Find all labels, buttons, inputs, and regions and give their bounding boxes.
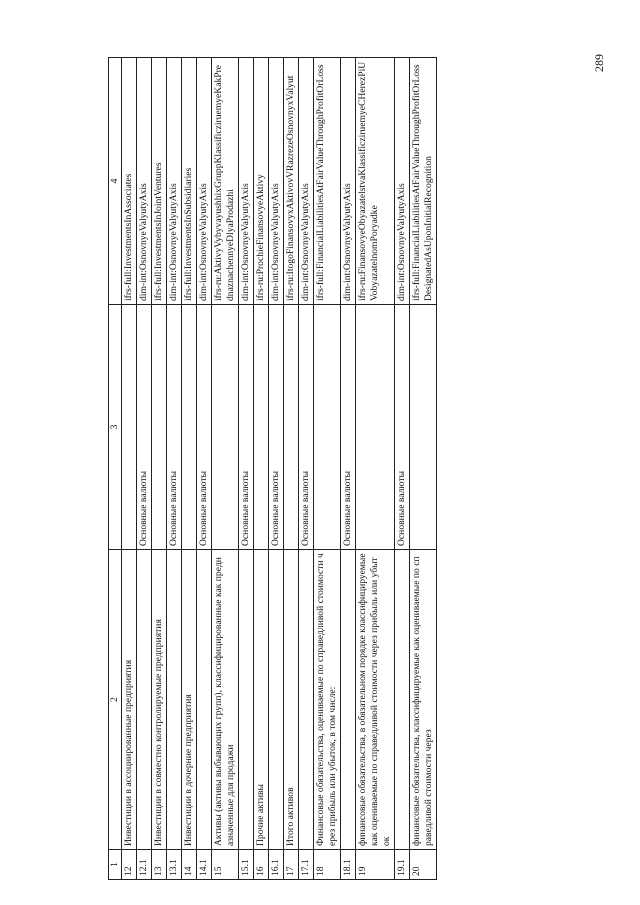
row-name-cell <box>395 550 410 850</box>
header-cell-1: 1 <box>109 850 122 880</box>
row-name-cell <box>197 550 212 850</box>
table-row <box>167 58 182 880</box>
row-element-cell: dim-int:OsnovnyeValyutyAxis <box>299 58 314 305</box>
row-number-cell: 17.1 <box>299 850 314 880</box>
table-body <box>109 58 437 880</box>
row-name-cell <box>341 550 356 850</box>
row-number-cell: 19.1 <box>395 850 410 880</box>
row-axis-cell <box>314 305 341 550</box>
row-axis-cell: Основные валюты <box>341 305 356 550</box>
row-element-cell: dim-int:OsnovnyeValyutyAxis <box>197 58 212 305</box>
row-axis-cell: Основные валюты <box>167 305 182 550</box>
row-axis-cell: Основные валюты <box>137 305 152 550</box>
row-axis-cell <box>284 305 299 550</box>
table-row <box>284 58 299 880</box>
table-row <box>182 58 197 880</box>
header-cell-4: 4 <box>109 58 122 305</box>
row-element-cell: dim-int:OsnovnyeValyutyAxis <box>137 58 152 305</box>
row-element-cell: ifrs-ru:ItogoFinansovyxAktivovVRazrezeOsnovnyxValyut <box>284 58 299 305</box>
row-number-cell: 15.1 <box>239 850 254 880</box>
row-number-cell: 12.1 <box>137 850 152 880</box>
row-name-cell: Инвестиции в дочерние предприятия <box>182 550 197 850</box>
row-element-cell: dim-int:OsnovnyeValyutyAxis <box>239 58 254 305</box>
row-number-cell: 19 <box>356 850 395 880</box>
table-row <box>395 58 410 880</box>
row-number-cell: 13 <box>152 850 167 880</box>
row-element-cell: dim-int:OsnovnyeValyutyAxis <box>269 58 284 305</box>
table-row <box>341 58 356 880</box>
row-number-cell: 16.1 <box>269 850 284 880</box>
row-axis-cell <box>182 305 197 550</box>
row-number-cell: 17 <box>284 850 299 880</box>
row-number-cell: 18.1 <box>341 850 356 880</box>
row-name-cell <box>167 550 182 850</box>
row-element-cell: ifrs-full:InvestmentsInJointVentures <box>152 58 167 305</box>
table-row <box>314 58 341 880</box>
row-name-cell: Финансовые обязательства, оцениваемые по справедливой стоимости через прибыль или убыток, в том числе: <box>314 550 341 850</box>
table-row <box>152 58 167 880</box>
row-number-cell: 16 <box>254 850 269 880</box>
row-axis-cell <box>356 305 395 550</box>
row-name-cell: Активы (активы выбывающих групп), классифицированные как предназначенные для продажи <box>212 550 239 850</box>
table-row <box>410 58 437 880</box>
row-element-cell: ifrs-ru:FinansovyeObyazatelstvaKlassificziruemyeCHerezPiUVobyazatelnomPoryadke <box>356 58 395 305</box>
row-name-cell <box>137 550 152 850</box>
header-cell-3: 3 <box>109 305 122 550</box>
row-name-cell <box>269 550 284 850</box>
row-axis-cell: Основные валюты <box>269 305 284 550</box>
table-row <box>254 58 269 880</box>
row-element-cell: dim-int:OsnovnyeValyutyAxis <box>395 58 410 305</box>
row-element-cell: ifrs-full:InvestmentsInSubsidiaries <box>182 58 197 305</box>
row-element-cell: ifrs-full:FinancialLiabilitiesAtFairValueThroughProfitOrLossDesignatedAsUponInitialRecognition <box>410 58 437 305</box>
row-axis-cell <box>212 305 239 550</box>
table-row <box>122 58 137 880</box>
row-number-cell: 20 <box>410 850 437 880</box>
table-row <box>239 58 254 880</box>
row-name-cell: Инвестиции в ассоциированные предприятия <box>122 550 137 850</box>
row-name-cell: финансовые обязательства, в обязательном порядке классифицируемые как оцениваемые по справедливой стоимости через прибыль или убыток <box>356 550 395 850</box>
row-element-cell: ifrs-ru:ProchieFinansovyeAktivy <box>254 58 269 305</box>
row-name-cell <box>239 550 254 850</box>
row-name-cell <box>299 550 314 850</box>
rotated-table-wrapper <box>108 58 603 880</box>
table-row <box>212 58 239 880</box>
row-name-cell: Прочие активы <box>254 550 269 850</box>
table-row <box>137 58 152 880</box>
row-axis-cell <box>152 305 167 550</box>
table-row <box>299 58 314 880</box>
header-row <box>109 58 122 880</box>
row-number-cell: 14 <box>182 850 197 880</box>
row-number-cell: 12 <box>122 850 137 880</box>
row-element-cell: ifrs-ru:AktivyVybyvayushhixGruppKlassificziruemyeKakPrednaznachennyeDlyaProdazhi <box>212 58 239 305</box>
page-number: 289 <box>592 54 606 72</box>
row-name-cell: финансовые обязательства, классифицируемые как оцениваемые по справедливой стоимости через <box>410 550 437 850</box>
row-axis-cell <box>410 305 437 550</box>
row-element-cell: dim-int:OsnovnyeValyutyAxis <box>341 58 356 305</box>
row-axis-cell: Основные валюты <box>395 305 410 550</box>
row-axis-cell <box>254 305 269 550</box>
row-element-cell: ifrs-full:InvestmentsInAssociates <box>122 58 137 305</box>
row-number-cell: 13.1 <box>167 850 182 880</box>
row-axis-cell <box>122 305 137 550</box>
taxonomy-table <box>108 57 437 880</box>
row-element-cell: ifrs-full:FinancialLiabilitiesAtFairValueThroughProfitOrLoss <box>314 58 341 305</box>
row-number-cell: 15 <box>212 850 239 880</box>
row-axis-cell: Основные валюты <box>299 305 314 550</box>
table-row <box>356 58 395 880</box>
row-element-cell: dim-int:OsnovnyeValyutyAxis <box>167 58 182 305</box>
row-axis-cell: Основные валюты <box>239 305 254 550</box>
row-number-cell: 14.1 <box>197 850 212 880</box>
table-row <box>269 58 284 880</box>
row-name-cell: Инвестиции в совместно контролируемые предприятия <box>152 550 167 850</box>
row-number-cell: 18 <box>314 850 341 880</box>
row-axis-cell: Основные валюты <box>197 305 212 550</box>
header-cell-2: 2 <box>109 550 122 850</box>
row-name-cell: Итого активов <box>284 550 299 850</box>
table-row <box>197 58 212 880</box>
